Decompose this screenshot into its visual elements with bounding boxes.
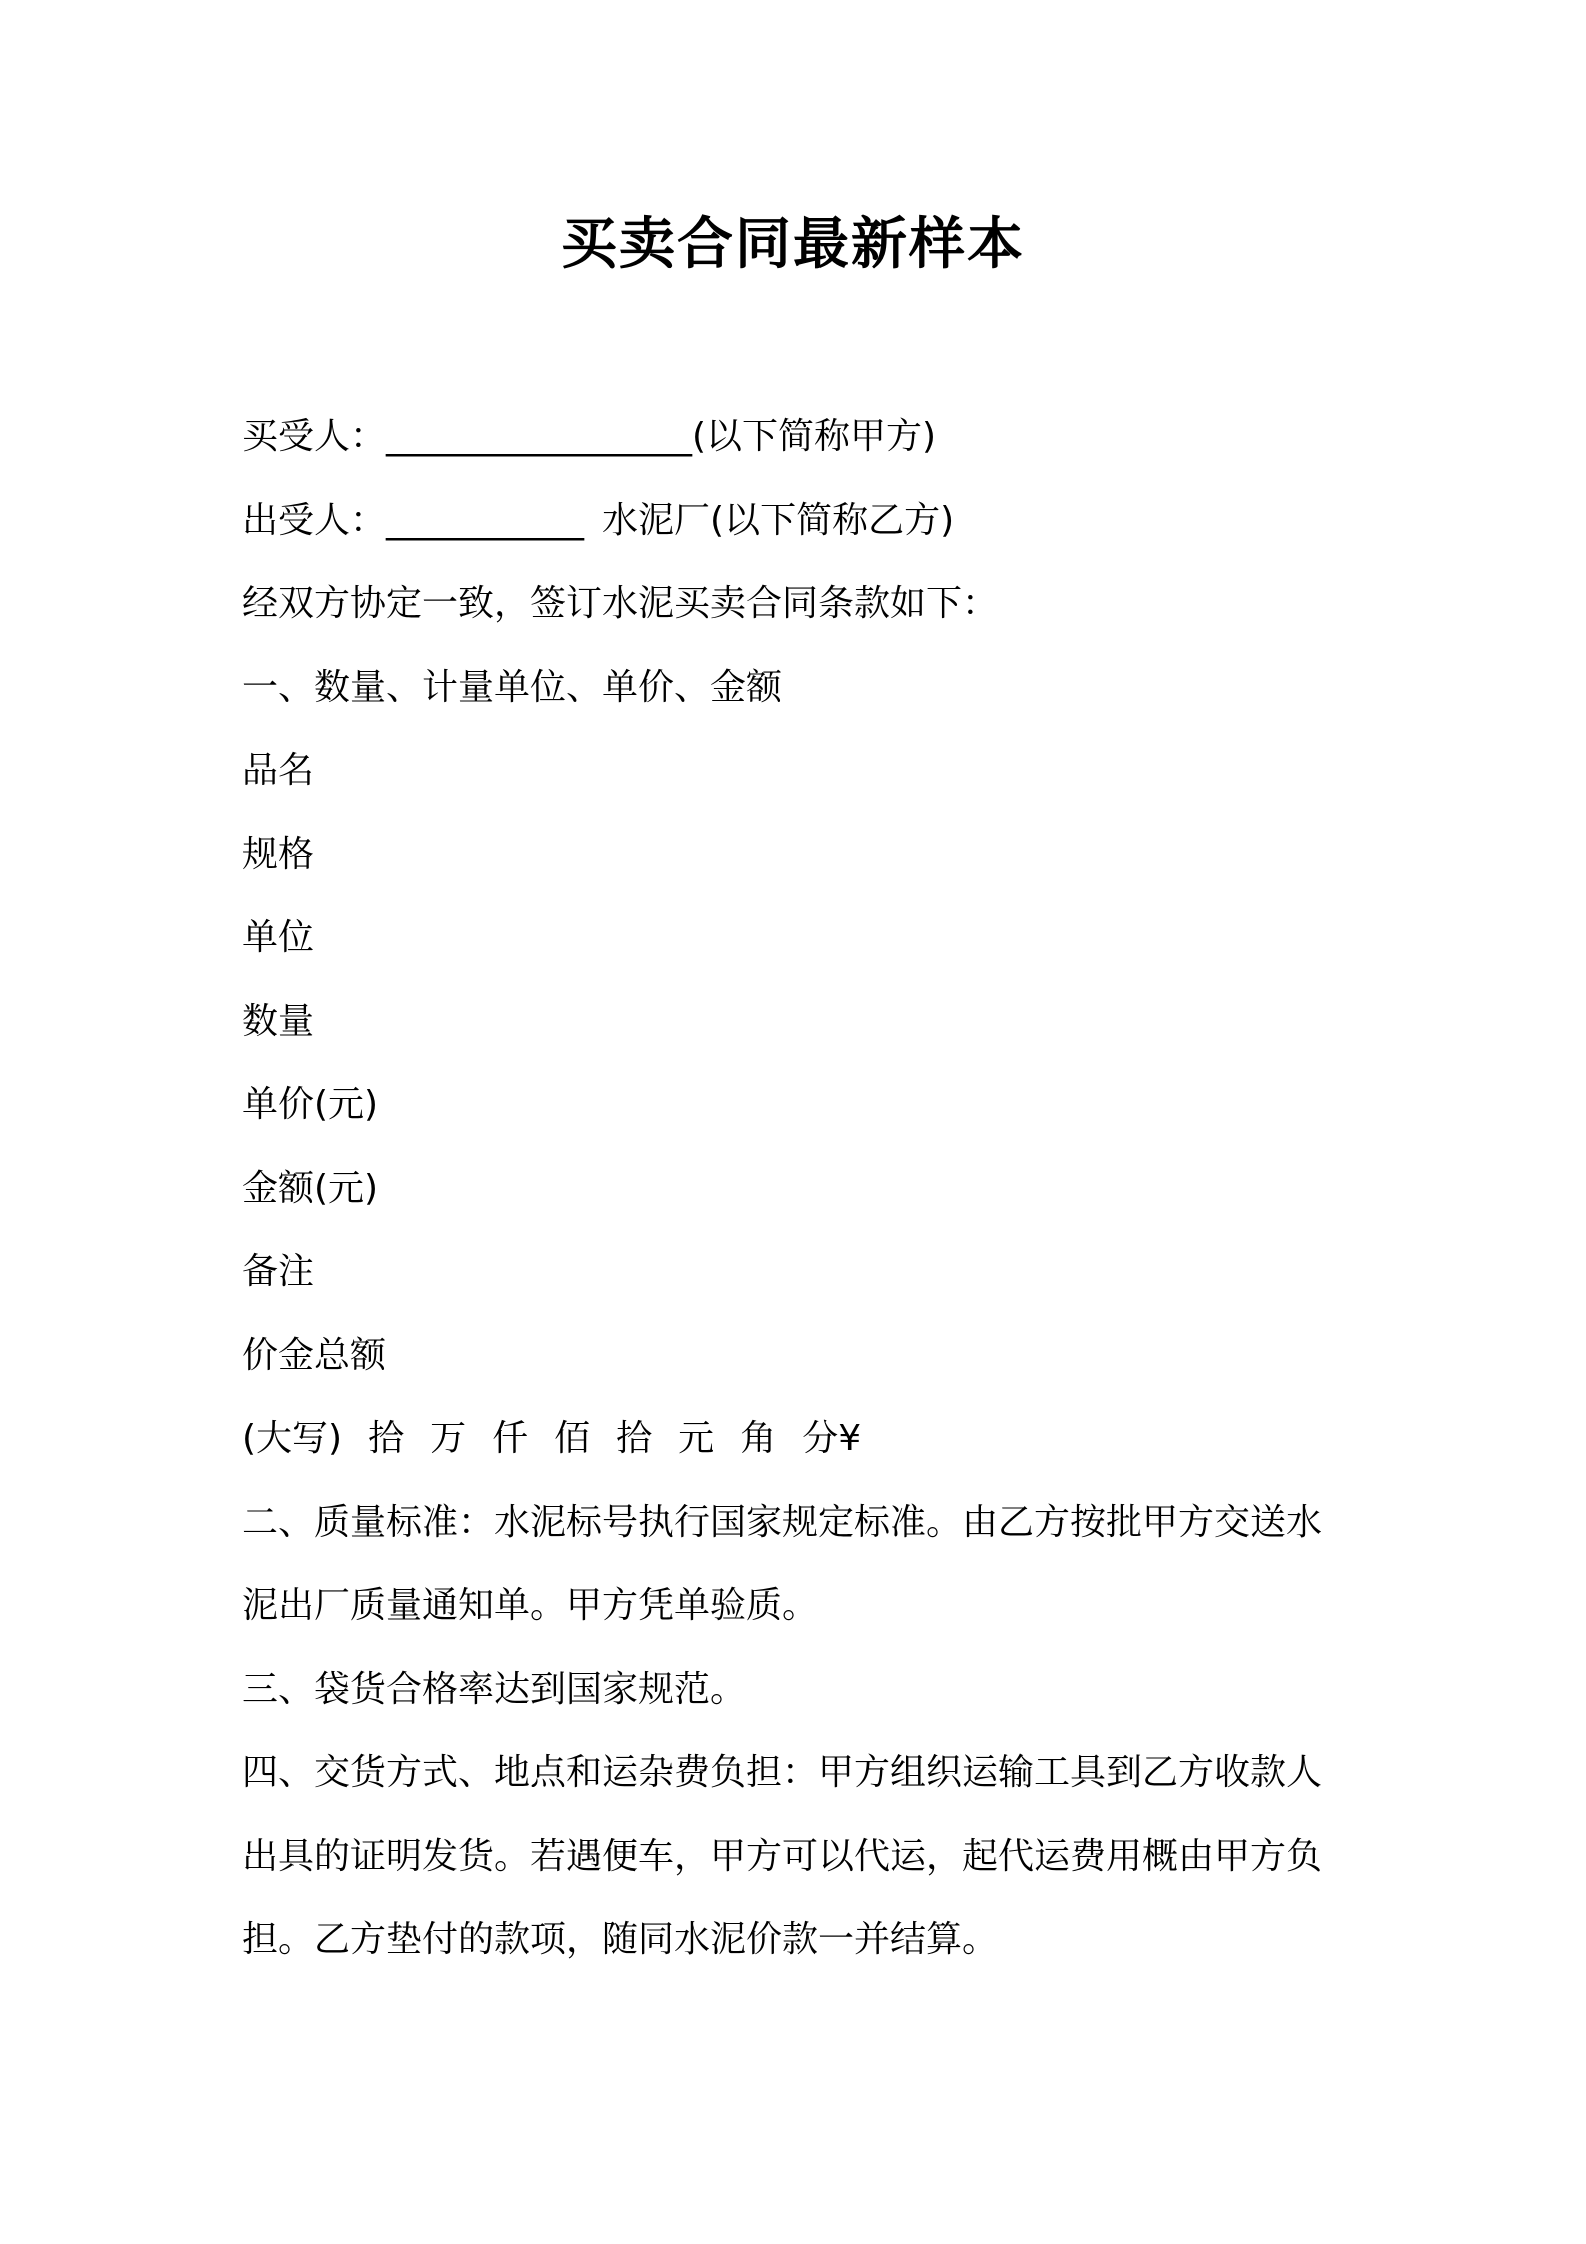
document-body	[242, 395, 1362, 1982]
section4-line-1: 四、交货方式、地点和运杂费负担：甲方组织运输工具到乙方收款人	[242, 1752, 1323, 1793]
unit-yuan: 元	[678, 1418, 715, 1459]
item-product-name: 品名	[242, 750, 315, 791]
item-specification: 规格	[242, 833, 315, 875]
buyer-blank: _________________	[386, 416, 693, 457]
seller-label: 出受人：	[242, 499, 387, 541]
seller-suffix: (以下简称乙方)	[710, 499, 955, 541]
unit-wan: 万	[430, 1418, 467, 1459]
section4-line-3: 担。乙方垫付的款项，随同水泥价款一并结算。	[242, 1919, 999, 1960]
section4-line-2: 出具的证明发货。若遇便车，甲方可以代运，起代运费用概由甲方负	[242, 1835, 1323, 1877]
buyer-suffix: (以下简称甲方)	[692, 416, 937, 457]
intro-line: 经双方协定一致，签订水泥买卖合同条款如下：	[242, 583, 999, 624]
amount-in-words-label: (大写)	[242, 1418, 343, 1459]
unit-jiao: 角	[740, 1418, 777, 1459]
document-title: 买卖合同最新样本	[561, 212, 1025, 277]
item-unit: 单位	[242, 917, 315, 958]
section1-heading: 一、数量、计量单位、单价、金额	[242, 666, 783, 708]
buyer-line	[242, 395, 1362, 479]
section2-line-1: 二、质量标准：水泥标号执行国家规定标准。由乙方按批甲方交送水	[242, 1501, 1323, 1543]
item-remarks: 备注	[242, 1251, 315, 1292]
unit-fen: 分¥	[802, 1418, 862, 1459]
buyer-label: 买受人：	[242, 416, 387, 457]
item-unit-price: 单价(元)	[242, 1084, 379, 1125]
seller-name: 水泥厂	[602, 499, 711, 541]
unit-shi-2: 拾	[616, 1418, 653, 1459]
unit-shi: 拾	[368, 1418, 405, 1459]
amount-in-words-line	[242, 1397, 1362, 1481]
item-amount: 金额(元)	[242, 1167, 379, 1209]
unit-bai: 佰	[554, 1418, 591, 1459]
seller-line	[242, 479, 1362, 563]
unit-qian: 仟	[492, 1418, 529, 1459]
section3-line-1: 三、袋货合格率达到国家规范。	[242, 1668, 747, 1710]
seller-blank: ___________	[386, 499, 585, 541]
item-total-price: 价金总额	[242, 1334, 387, 1376]
item-quantity: 数量	[242, 1000, 315, 1042]
section2-line-2: 泥出厂质量通知单。甲方凭单验质。	[242, 1585, 819, 1626]
